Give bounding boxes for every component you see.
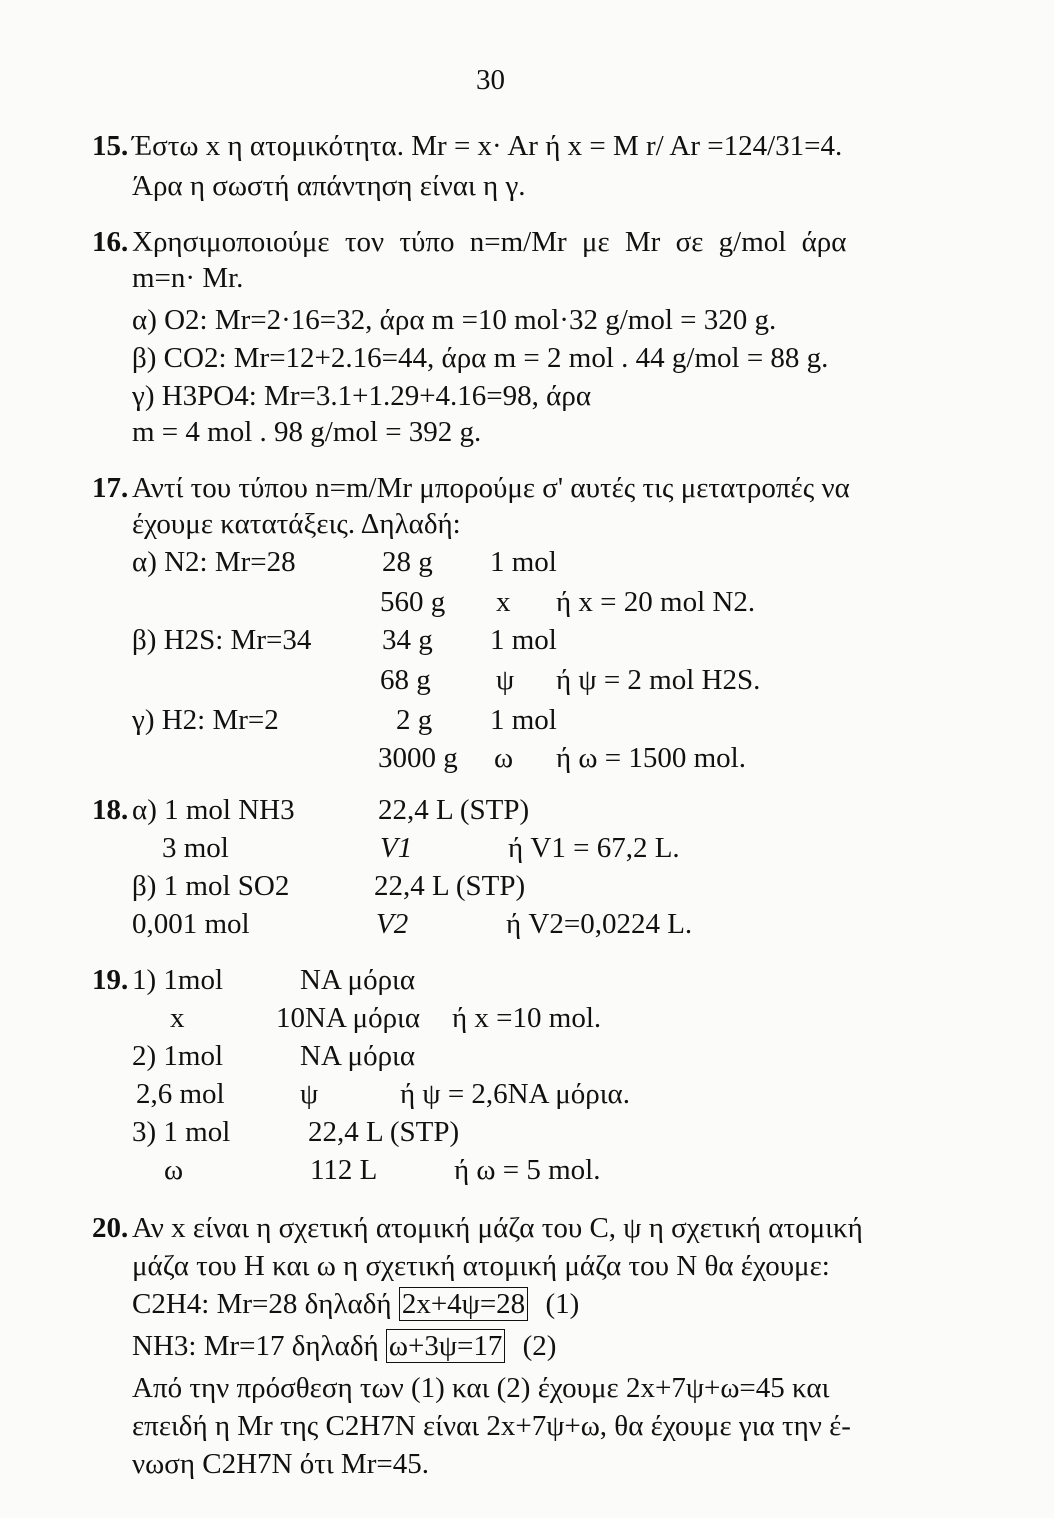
problem-17-b-r1c2: 1 mol	[490, 624, 557, 656]
problem-17-a-r2c3: ή x = 20 mol N2.	[556, 586, 756, 618]
problem-19-r2c2: 10NA μόρια	[276, 1002, 421, 1034]
problem-17-a-label: α) N2: Mr=28	[132, 546, 296, 578]
problem-20-eq2	[132, 1332, 556, 1361]
problem-16-b: β) CO2: Mr=12+2.16=44, άρα m = 2 mol . 44 g/mol = 88 g.	[132, 342, 829, 374]
problem-17-a-r1c1: 28 g	[382, 546, 433, 578]
problem-15-line1: Έστω x η ατομικότητα. Mr = x· Ar ή x = M r/ Ar =124/31=4.	[132, 130, 843, 162]
problem-20-line6: επειδή η Mr της C2H7N είναι 2x+7ψ+ω, θα έχουμε για την έ-	[132, 1410, 851, 1442]
problem-17-b-r2c2: ψ	[496, 664, 515, 696]
problem-16-a: α) O2: Mr=2·16=32, άρα m =10 mol·32 g/mol = 320 g.	[132, 304, 777, 336]
problem-18-b-r1c2: 22,4 L (STP)	[374, 870, 526, 902]
problem-17-a-r2c1: 560 g	[380, 586, 446, 618]
problem-16-c1: γ) H3PO4: Mr=3.1+1.29+4.16=98, άρα	[132, 380, 592, 412]
problem-19-r5c1: 3) 1 mol	[132, 1116, 231, 1148]
page-number: 30	[476, 64, 505, 96]
problem-19-r2c1: x	[170, 1002, 185, 1034]
problem-19-r1c1: 1) 1mol	[132, 964, 224, 996]
problem-17-line1: Αντί του τύπου n=m/Mr μπορούμε σ' αυτές τις μετατροπές να	[132, 472, 850, 504]
problem-17-c-label: γ) H2: Mr=2	[132, 704, 279, 736]
problem-16-c2: m = 4 mol . 98 g/mol = 392 g.	[132, 416, 482, 448]
problem-19-r3c2: NA μόρια	[300, 1040, 416, 1072]
problem-18-a-r2c1: 3 mol	[162, 832, 229, 864]
problem-19-r6c3: ή ω = 5 mol.	[454, 1154, 601, 1186]
problem-18-b-r2c1: 0,001 mol	[132, 908, 250, 940]
problem-16-line1: Χρησιμοποιούμε τον τύπο n=m/Mr με Mr σε g/mol άρα	[132, 226, 847, 258]
problem-20-line7: νωση C2H7N ότι Mr=45.	[132, 1448, 429, 1480]
problem-19-r2c3: ή x =10 mol.	[452, 1002, 602, 1034]
problem-17-a-r2c2: x	[496, 586, 511, 618]
problem-19-r6c1: ω	[164, 1154, 184, 1186]
problem-17-c-r2c1: 3000 g	[378, 742, 458, 774]
problem-18-b-r1c1: β) 1 mol SO2	[132, 870, 290, 902]
problem-17-c-r2c2: ω	[494, 742, 514, 774]
problem-20-eq2-tag: (2)	[522, 1330, 557, 1362]
problem-16-line2: m=n· Mr.	[132, 262, 244, 294]
problem-20-eq2-prefix: NH3: Mr=17 δηλαδή	[132, 1330, 379, 1362]
problem-17-c-r1c2: 1 mol	[490, 704, 557, 736]
problem-18-b-r2c3: ή V2=0,0224 L.	[506, 908, 693, 940]
problem-17-b-r2c1: 68 g	[380, 664, 431, 696]
problem-17-b-r1c1: 34 g	[382, 624, 433, 656]
problem-17-c-r1c1: 2 g	[396, 704, 433, 736]
problem-18-number: 18.	[92, 794, 129, 826]
problem-19-r4c2: ψ	[300, 1078, 319, 1110]
problem-18-a-r1c2: 22,4 L (STP)	[378, 794, 530, 826]
problem-19-r5c2: 22,4 L (STP)	[308, 1116, 460, 1148]
problem-20-number: 20.	[92, 1212, 129, 1244]
problem-18-a-r2c3: ή V1 = 67,2 L.	[508, 832, 680, 864]
problem-20-eq1-boxed: 2x+4ψ=28	[399, 1287, 528, 1321]
problem-17-c-r2c3: ή ω = 1500 mol.	[556, 742, 746, 774]
problem-17-b-r2c3: ή ψ = 2 mol H2S.	[556, 664, 761, 696]
problem-20-eq1-prefix: C2H4: Mr=28 δηλαδή	[132, 1288, 392, 1320]
problem-17-a-r1c2: 1 mol	[490, 546, 557, 578]
problem-17-b-label: β) H2S: Mr=34	[132, 624, 312, 656]
problem-20-eq2-boxed: ω+3ψ=17	[386, 1329, 505, 1363]
problem-17-line2: έχουμε κατατάξεις. Δηλαδή:	[132, 508, 461, 540]
problem-16-number: 16.	[92, 226, 129, 258]
problem-19-r4c3: ή ψ = 2,6NA μόρια.	[400, 1078, 630, 1110]
problem-19-number: 19.	[92, 964, 129, 996]
problem-17-number: 17.	[92, 472, 129, 504]
problem-18-b-r2c2: V2	[376, 908, 409, 940]
problem-19-r3c1: 2) 1mol	[132, 1040, 224, 1072]
problem-18-a-r2c2: V1	[380, 832, 413, 864]
problem-20-eq1-tag: (1)	[545, 1288, 580, 1320]
problem-20-eq1	[132, 1290, 579, 1319]
problem-20-line5: Από την πρόσθεση των (1) και (2) έχουμε 2x+7ψ+ω=45 και	[132, 1372, 830, 1404]
problem-15-number: 15.	[92, 130, 129, 162]
problem-20-line1: Αν x είναι η σχετική ατομική μάζα του C, ψ η σχετική ατομική	[132, 1212, 863, 1244]
problem-18-a-r1c1: α) 1 mol NH3	[132, 794, 295, 826]
problem-15-line2: Άρα η σωστή απάντηση είναι η γ.	[132, 170, 526, 202]
problem-19-r4c1: 2,6 mol	[136, 1078, 225, 1110]
problem-19-r6c2: 112 L	[310, 1154, 378, 1186]
problem-19-r1c2: NA μόρια	[300, 964, 416, 996]
problem-20-line2: μάζα του H και ω η σχετική ατομική μάζα του N θα έχουμε:	[132, 1250, 830, 1282]
